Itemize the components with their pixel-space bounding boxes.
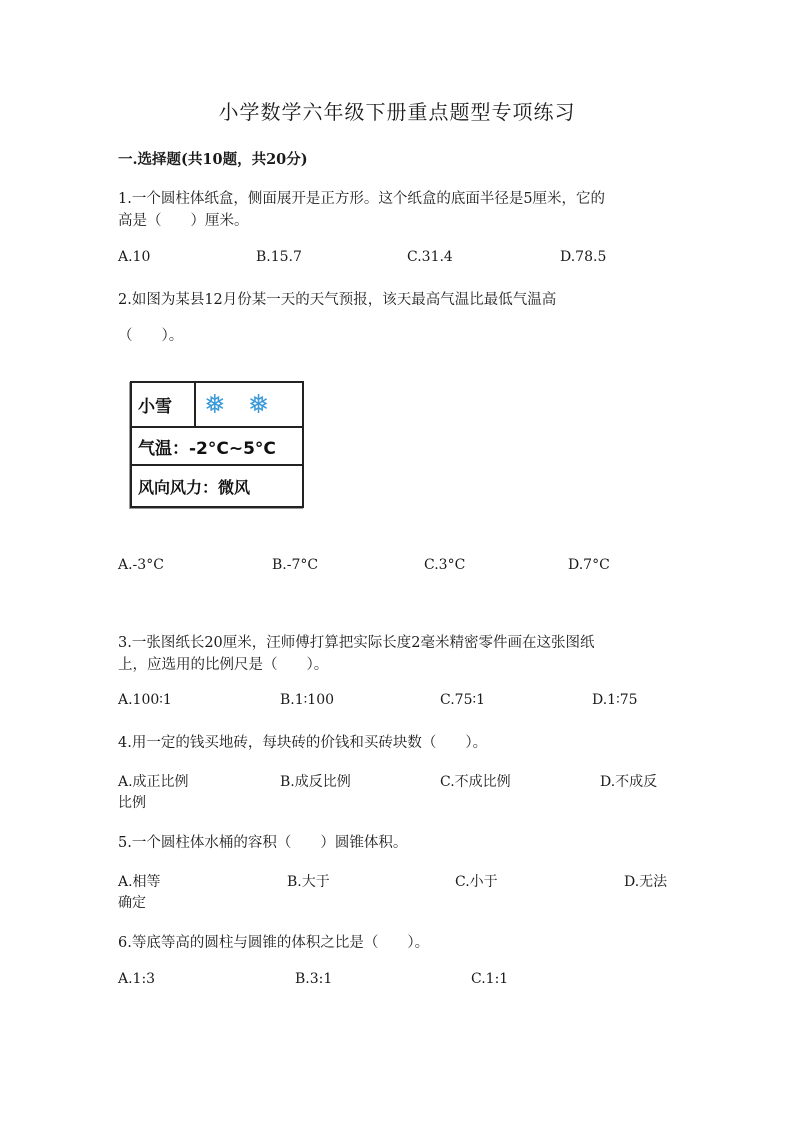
question-1-option-c: C.31.4 (407, 249, 453, 265)
question-4-option-a: A.成正比例 (118, 774, 189, 790)
question-4-option-d: D.不成反 (600, 774, 658, 790)
question-1-option-a: A.10 (118, 249, 151, 265)
weather-forecast-card (130, 381, 304, 508)
question-3-option-b: B.1∶100 (280, 692, 335, 708)
question-3-option-d: D.1∶75 (592, 692, 638, 708)
question-2-option-c: C.3°C (424, 557, 466, 573)
question-1-line-2: 高是（ ）厘米。 (118, 213, 249, 229)
question-1-option-b: B.15.7 (256, 249, 302, 265)
page-title: 小学数学六年级下册重点题型专项练习 (218, 100, 576, 124)
question-5-option-c: C.小于 (455, 874, 498, 890)
question-5-option-d-wrap: 确定 (118, 895, 146, 911)
weather-temperature: 气温：-2°C~5°C (138, 438, 276, 459)
question-5-option-a: A.相等 (118, 874, 161, 890)
question-5-option-b: B.大于 (287, 874, 330, 890)
weather-condition: 小雪 (132, 383, 196, 426)
question-4-option-c: C.不成比例 (440, 774, 511, 790)
question-3-line-1: 3.一张图纸长20厘米，汪师傅打算把实际长度2毫米精密零件画在这张图纸 (118, 635, 595, 651)
question-4-option-d-wrap: 比例 (118, 795, 146, 811)
question-4-line-1: 4.用一定的钱买地砖，每块砖的价钱和买砖块数（ ）。 (118, 735, 488, 751)
question-2-line-2: （ ）。 (118, 328, 184, 344)
weather-condition-row (132, 383, 302, 428)
question-4-option-b: B.成反比例 (280, 774, 351, 790)
question-3-option-c: C.75∶1 (440, 692, 486, 708)
question-6-option-b: B.3:1 (295, 971, 333, 987)
weather-temperature-row (132, 428, 302, 466)
question-1-line-1: 1.一个圆柱体纸盒，侧面展开是正方形。这个纸盒的底面半径是5厘米，它的 (118, 191, 606, 207)
question-2-option-d: D.7°C (568, 557, 610, 573)
section-heading: 一.选择题(共10题，共20分) (118, 151, 308, 168)
question-5-line-1: 5.一个圆柱体水桶的容积（ ）圆锥体积。 (118, 835, 408, 851)
weather-icons (196, 383, 302, 426)
question-3-line-2: 上，应选用的比例尺是（ ）。 (118, 657, 329, 673)
weather-wind-row (132, 466, 302, 506)
question-5-option-d: D.无法 (624, 874, 668, 890)
question-6-option-a: A.1:3 (118, 971, 156, 987)
question-2-option-a: A.-3°C (118, 557, 164, 573)
snowflake-icon: ❅ (204, 389, 226, 420)
weather-wind: 风向风力：微风 (138, 477, 251, 497)
question-2-option-b: B.-7°C (272, 557, 319, 573)
question-6-option-c: C.1:1 (471, 971, 509, 987)
question-1-option-d: D.78.5 (560, 249, 607, 265)
question-3-option-a: A.100∶1 (118, 692, 172, 708)
snowflake-icon: ❅ (247, 389, 270, 420)
question-2-line-1: 2.如图为某县12月份某一天的天气预报，该天最高气温比最低气温高 (118, 292, 557, 308)
question-6-line-1: 6.等底等高的圆柱与圆锥的体积之比是（ ）。 (118, 935, 430, 951)
